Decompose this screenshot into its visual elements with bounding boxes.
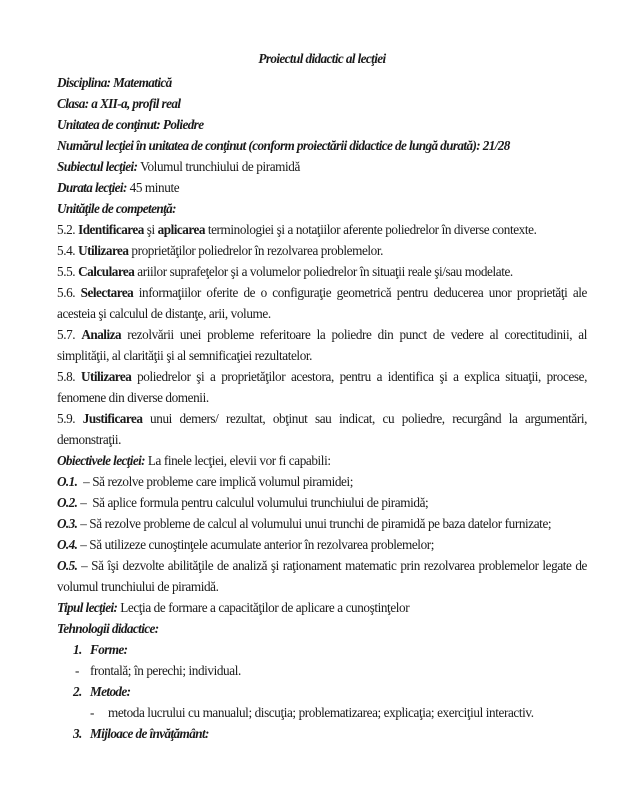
paragraph-10: [57, 261, 587, 282]
text-segment: La finele lecţiei, elevii vor fi capabili:: [144, 453, 331, 468]
text-segment: Volumul trunchiului de piramidă: [137, 159, 300, 174]
paragraph-25: [57, 681, 587, 702]
paragraph-8: [57, 219, 587, 240]
paragraph-27: [57, 723, 587, 744]
paragraph-5: [57, 156, 587, 177]
text-segment: – Să utilizeze cunoştinţele acumulate anterior în rezolvarea problemelor;: [77, 537, 435, 552]
text-segment: unui demers/ rezultat, obţinut sau indicat, cu poliedre, recurgând la argumentări, demonstraţii.: [57, 411, 587, 447]
text-segment: rezolvării unei probleme referitoare la poliedre din punct de vedere al corectitudinii, al simplităţii, al clarităţii şi al semnificaţiei rezultatelor.: [57, 327, 587, 363]
paragraph-23: [57, 639, 587, 660]
text-segment: Tipul lecţiei:: [57, 600, 118, 615]
text-segment: aplicarea: [157, 222, 205, 237]
text-segment: metoda lucrului cu manualul; discuţia; problematizarea; explicaţia; exerciţiul interactiv.: [108, 705, 534, 720]
text-segment: Analiza: [81, 327, 122, 342]
text-segment: – Să îşi dezvolte abilităţile de analiză şi raţionament matematic prin rezolvarea problemelor legate de volumul trunchiului de piramidă.: [57, 558, 587, 594]
text-segment: 5.5.: [57, 264, 79, 279]
text-segment: Mijloace de învăţământ:: [90, 726, 209, 741]
text-segment: 5.6.: [57, 285, 81, 300]
paragraph-12: [57, 324, 587, 366]
list-marker: 1.: [73, 642, 82, 657]
paragraph-20: [57, 555, 587, 597]
paragraph-2: [57, 93, 587, 114]
text-segment: Unitatea de conţinut: Poliedre: [57, 117, 204, 132]
text-segment: Metode:: [90, 684, 131, 699]
text-segment: – Să rezolve probleme de calcul al volumului unui trunchi de piramidă pe baza datelor furnizate;: [77, 516, 552, 531]
text-segment: O.2.: [57, 495, 78, 510]
text-segment: poliedrelor şi a proprietăţilor acestora, pentru a identifica şi a explica situaţii, procese, fenomene din diverse domenii.: [57, 369, 587, 405]
list-marker: -: [75, 663, 79, 678]
paragraph-11: [57, 282, 587, 324]
text-segment: Clasa: a XII-a, profil real: [57, 96, 181, 111]
paragraph-24: [57, 660, 587, 681]
document-body: [57, 72, 587, 744]
text-segment: Unităţile de competenţă:: [57, 201, 176, 216]
paragraph-17: [57, 492, 587, 513]
paragraph-22: [57, 618, 587, 639]
paragraph-14: [57, 408, 587, 450]
text-segment: 5.8.: [57, 369, 81, 384]
text-segment: şi: [143, 222, 158, 237]
text-segment: 5.2.: [57, 222, 79, 237]
text-segment: O.5.: [57, 558, 78, 573]
text-segment: Selectarea: [80, 285, 134, 300]
text-segment: Disciplina: Matematică: [57, 75, 172, 90]
text-segment: Tehnologii didactice:: [57, 621, 159, 636]
text-segment: terminologiei şi a notaţiilor aferente poliedrelor în diverse contexte.: [204, 222, 537, 237]
text-segment: 5.7.: [57, 327, 82, 342]
text-segment: ariilor suprafeţelor şi a volumelor poliedrelor în situaţii reale şi/sau modelate.: [134, 264, 513, 279]
paragraph-13: [57, 366, 587, 408]
text-segment: Obiectivele lecţiei:: [57, 453, 145, 468]
text-segment: proprietăţilor poliedrelor în rezolvarea problemelor.: [128, 243, 384, 258]
text-segment: 5.9.: [57, 411, 83, 426]
list-marker: 3.: [73, 726, 82, 741]
paragraph-19: [57, 534, 587, 555]
paragraph-3: [57, 114, 587, 135]
text-segment: Justificarea: [82, 411, 143, 426]
text-segment: Identificarea: [78, 222, 144, 237]
text-segment: Utilizarea: [78, 243, 129, 258]
paragraph-6: [57, 177, 587, 198]
text-segment: 5.4.: [57, 243, 79, 258]
text-segment: Utilizarea: [80, 369, 132, 384]
paragraph-21: [57, 597, 587, 618]
text-segment: 45 minute: [126, 180, 180, 195]
paragraph-18: [57, 513, 587, 534]
document-title: Proiectul didactic al lecţiei: [258, 51, 386, 66]
text-segment: – Să rezolve probleme care implică volumul piramidei;: [77, 474, 354, 489]
text-segment: Calcularea: [78, 264, 135, 279]
text-segment: Numărul lecţiei în unitatea de conţinut (conform proiectării didactice de lungă durată): 21/28: [57, 138, 510, 153]
text-segment: Subiectul lecţiei:: [57, 159, 138, 174]
text-segment: – Să aplice formula pentru calculul volumului trunchiului de piramidă;: [77, 495, 429, 510]
paragraph-16: [57, 471, 587, 492]
text-segment: O.4.: [57, 537, 78, 552]
list-marker: 2.: [73, 684, 82, 699]
text-segment: frontală; în perechi; individual.: [90, 663, 241, 678]
text-segment: Durata lecţiei:: [57, 180, 127, 195]
text-segment: Forme:: [90, 642, 128, 657]
paragraph-26: [57, 702, 587, 723]
text-segment: informaţiilor oferite de o configuraţie geometrică pentru deducerea unor proprietăţi ale acesteia şi calculul de distanţe, arii, volume.: [57, 285, 587, 321]
paragraph-15: [57, 450, 587, 471]
text-segment: O.1.: [57, 474, 78, 489]
paragraph-4: [57, 135, 587, 156]
paragraph-1: [57, 72, 587, 93]
text-segment: O.3.: [57, 516, 78, 531]
list-marker: -: [90, 705, 94, 720]
paragraph-9: [57, 240, 587, 261]
text-segment: Lecţia de formare a capacităţilor de aplicare a cunoştinţelor: [117, 600, 410, 615]
paragraph-7: [57, 198, 587, 219]
